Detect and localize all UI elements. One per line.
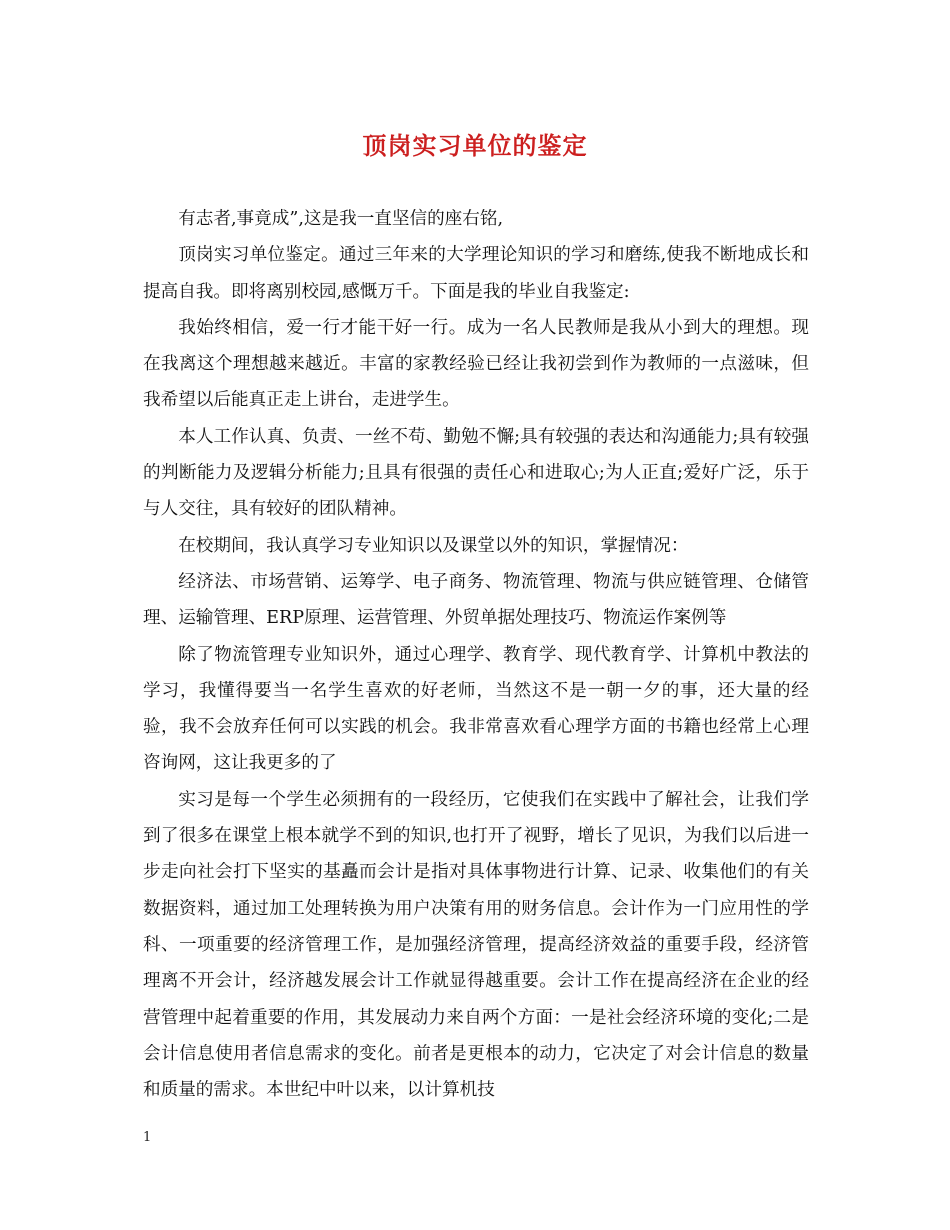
paragraph-internship: 实习是每一个学生必须拥有的一段经历，它使我们在实践中了解社会，让我们学到了很多在课堂上根本就学不到的知识,也打开了视野，增长了见识，为我们以后进一步走向社会打下坚实的基矗而会计是指对具体事物进行计算、记录、收集他们的有关数据资料，通过加工处理转换为用户决策有用的财务信息。会计作为一门应用性的学科、一项重要的经济管理工作，是加强经济管理，提高经济效益的重要手段，经济管理离不开会计，经济越发展会计工作就显得越重要。会计工作在提高经济在企业的经营管理中起着重要的作用，其发展动力来自两个方面：一是社会经济环境的变化;二是会计信息使用者信息需求的变化。前者是更根本的动力，它决定了对会计信息的数量和质量的需求。本世纪中叶以来，以计算机技: [143, 789, 809, 1101]
paragraph-study-intro: 在校期间，我认真学习专业知识以及课堂以外的知识，掌握情况：: [178, 535, 689, 556]
paragraph-courses: 经济法、市场营销、运筹学、电子商务、物流管理、物流与供应链管理、仓储管理、运输管理、ERP原理、运营管理、外贸单据处理技巧、物流运作案例等: [143, 571, 809, 629]
paragraph-teaching: 除了物流管理专业知识外，通过心理学、教育学、现代教育学、计算机中教法的学习，我懂得要当一名学生喜欢的好老师，当然这不是一朝一夕的事，还大量的经验，我不会放弃任何可以实践的机会。我非常喜欢看心理学方面的书籍也经常上心理咨询网，这让我更多的了: [143, 644, 809, 774]
paragraph-intro: 顶岗实习单位鉴定。通过三年来的大学理论知识的学习和磨练,使我不断地成长和提高自我。即将离别校园,感慨万千。下面是我的毕业自我鉴定:: [143, 245, 809, 302]
page-number: 1: [143, 1130, 152, 1145]
paragraph-character: 本人工作认真、负责、一丝不苟、勤勉不懈;具有较强的表达和沟通能力;具有较强的判断能力及逻辑分析能力;且具有很强的责任心和进取心;为人正直;爱好广泛，乐于与人交往，具有较好的团队精神。: [143, 426, 809, 520]
paragraph-ideal: 我始终相信，爱一行才能干好一行。成为一名人民教师是我从小到大的理想。现在我离这个理想越来越近。丰富的家教经验已经让我初尝到作为教师的一点滋味，但我希望以后能真正走上讲台，走进学生。: [143, 317, 809, 411]
paragraph-motto: 有志者,事竟成”,这是我一直坚信的座右铭,: [178, 209, 504, 229]
document-title: 顶岗实习单位的鉴定: [362, 131, 588, 160]
document-body: [143, 201, 809, 1108]
